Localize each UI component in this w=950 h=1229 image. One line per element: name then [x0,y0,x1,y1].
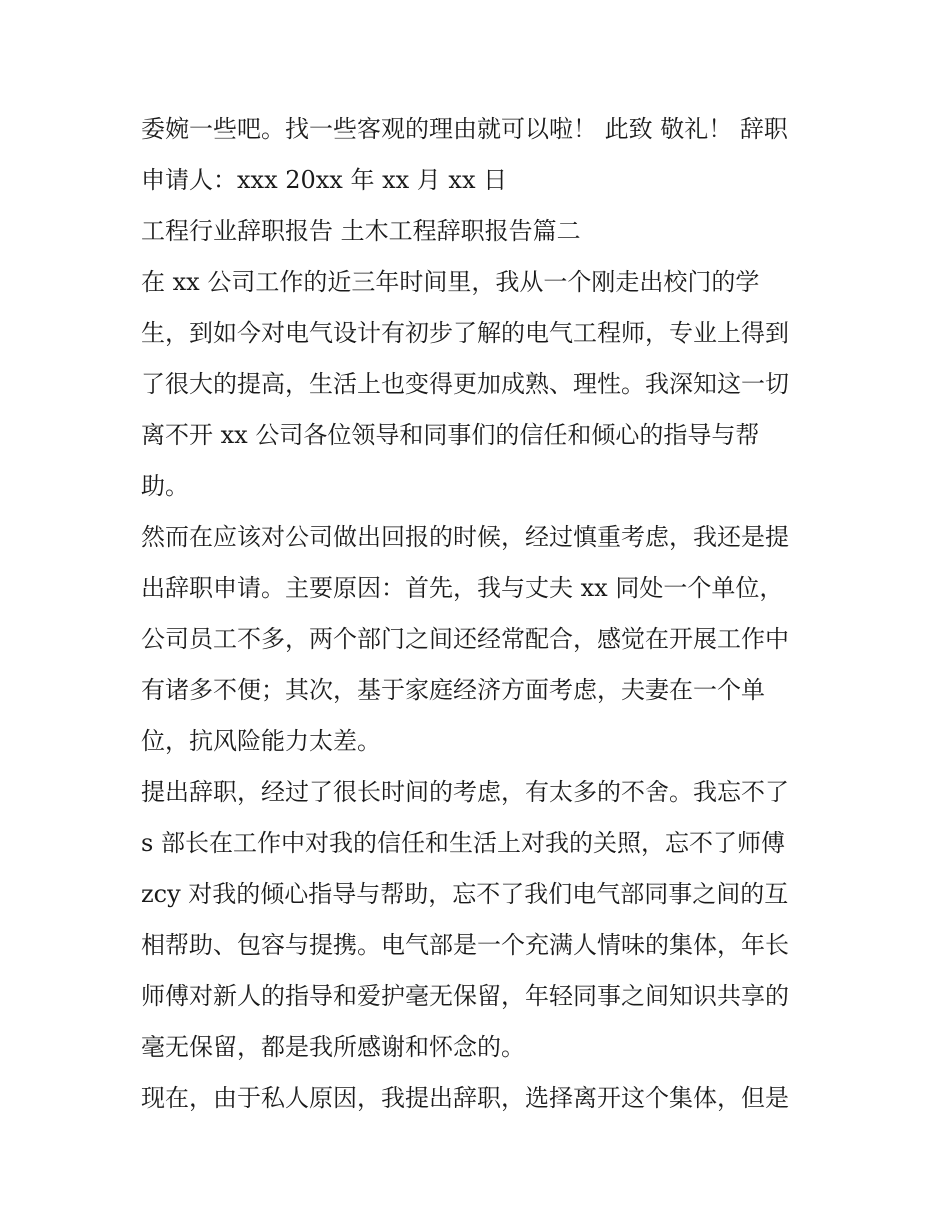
section-heading: 工程行业辞职报告 土木工程辞职报告篇二 [141,217,581,245]
text-line: 毫无保留，都是我所感谢和怀念的。 [141,1033,525,1061]
text-line: 助。 [141,472,189,500]
text-line: 委婉一些吧。找一些客观的理由就可以啦！ 此致 敬礼！ 辞职 [141,115,788,143]
text-line: 生，到如今对电气设计有初步了解的电气工程师，专业上得到 [141,319,789,347]
text-line: 在 xx 公司工作的近三年时间里，我从一个刚走出校门的学 [141,268,760,296]
text-line: 申请人：xxx 20xx 年 xx 月 xx 日 [141,166,508,194]
text-line: 有诸多不便；其次，基于家庭经济方面考虑，夫妻在一个单 [141,676,765,704]
text-line: 然而在应该对公司做出回报的时候，经过慎重考虑，我还是提 [141,523,789,551]
text-line: 公司员工不多，两个部门之间还经常配合，感觉在开展工作中 [141,625,789,653]
text-line: 师傅对新人的指导和爱护毫无保留，年轻同事之间知识共享的 [141,982,789,1010]
text-line: 出辞职申请。主要原因：首先，我与丈夫 xx 同处一个单位， [141,574,784,602]
document-body [141,104,821,1124]
text-line: s 部长在工作中对我的信任和生活上对我的关照，忘不了师傅 [141,829,785,857]
text-line: zcy 对我的倾心指导与帮助，忘不了我们电气部同事之间的互 [141,880,789,908]
text-line: 了很大的提高，生活上也变得更加成熟、理性。我深知这一切 [141,370,789,398]
text-line: 现在，由于私人原因，我提出辞职，选择离开这个集体，但是 [141,1084,789,1112]
text-line: 离不开 xx 公司各位领导和同事们的信任和倾心的指导与帮 [141,421,760,449]
text-line: 位，抗风险能力太差。 [141,727,381,755]
text-line: 相帮助、包容与提携。电气部是一个充满人情味的集体，年长 [141,931,789,959]
text-line: 提出辞职，经过了很长时间的考虑，有太多的不舍。我忘不了 [141,778,789,806]
